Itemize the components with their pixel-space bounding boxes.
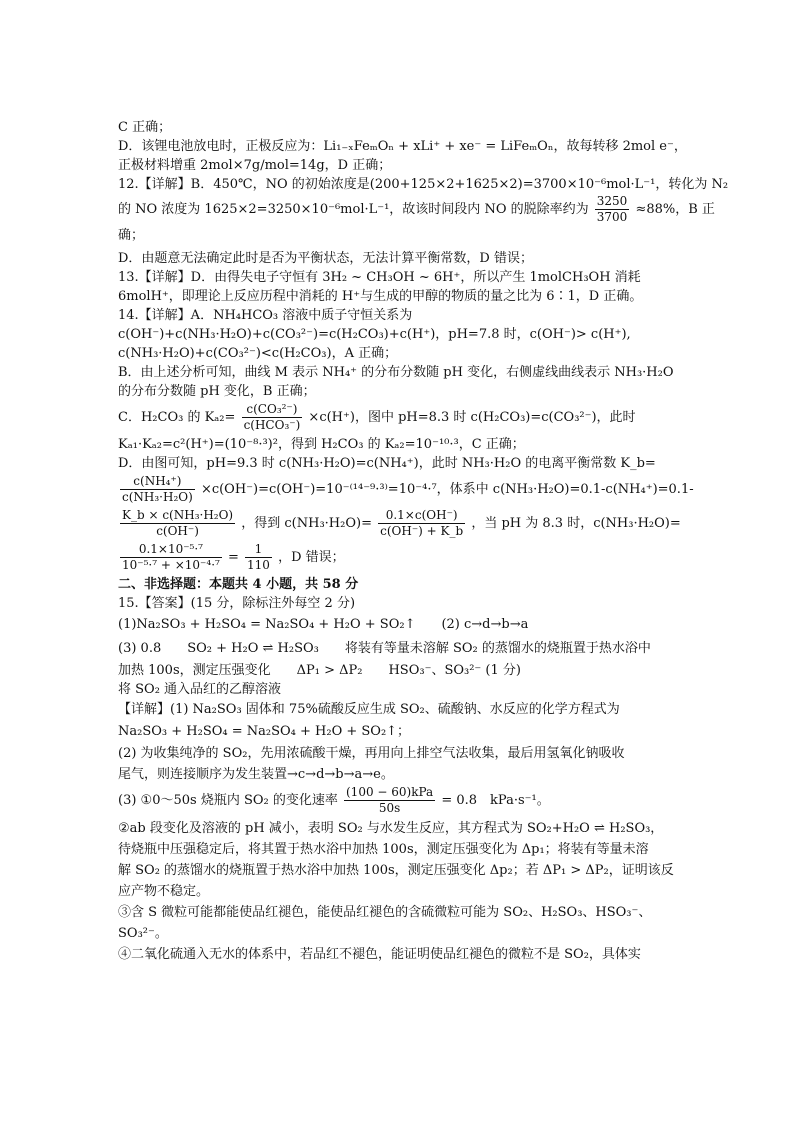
- fraction-kb-expression: [120, 508, 235, 539]
- text: ，当 pH 为 8.3 时，c(NH₃·H₂O)=: [471, 516, 681, 531]
- text-line: 12.【详解】B．450℃，NO 的初始浓度是(200+125×2+1625×2)=3700×10⁻⁶mol·L⁻¹，转化为 N₂: [118, 177, 729, 192]
- text-line: 待烧瓶中压强稳定后，将其置于热水浴中加热 100s，测定压强变化为 Δp₁；将装有等量未溶: [118, 842, 649, 857]
- fraction-result: [245, 542, 272, 573]
- text: ×c(OH⁻)=c(OH⁻)=10⁻⁽¹⁴⁻⁹·³⁾=10⁻⁴·⁷，体系中 c(NH₃·H₂O)=0.1-c(NH₄⁺)=0.1-: [200, 482, 694, 497]
- fraction-denominator: 3700: [596, 210, 628, 224]
- text-line-with-fraction: [118, 194, 715, 226]
- text-line: D．由题意无法确定此时是否为平衡状态，无法计算平衡常数，D 错误；: [118, 251, 533, 266]
- text: (3) ①0～50s 烧瓶内 SO₂ 的变化速率: [118, 793, 338, 808]
- fraction-numerator: K_b × c(NH₃·H₂O): [122, 508, 234, 522]
- text: ，D 错误；: [278, 550, 345, 565]
- fraction-numerator: 0.1×c(OH⁻): [378, 508, 465, 524]
- text-line-with-fraction: [118, 473, 694, 507]
- document-page: [118, 118, 729, 965]
- fraction-nh3-conc: [378, 508, 465, 539]
- fraction-numerator: 1: [245, 542, 272, 558]
- text-line: 的分布分数随 pH 变化，B 正确；: [118, 384, 316, 399]
- text-line: B．由上述分析可知，曲线 M 表示 NH₄⁺ 的分布分数随 pH 变化，右侧虚线曲线表示 NH₃·H₂O: [118, 365, 674, 380]
- text: = 0.8 kPa·s⁻¹。: [441, 793, 550, 808]
- text-line: 将 SO₂ 通入品红的乙醇溶液: [118, 682, 282, 697]
- text-line: C 正确；: [118, 120, 172, 135]
- text-line: 6molH⁺，即理论上反应历程中消耗的 H⁺与生成的甲醇的物质的量之比为 6∶1，D 正确。: [118, 289, 643, 304]
- text-line-with-fraction: [118, 541, 678, 575]
- fraction-no-removal: [595, 194, 630, 225]
- text-line: 确；: [118, 228, 145, 243]
- text-line: 应产物不稳定。: [118, 884, 210, 899]
- text-line: D．该锂电池放电时，正极反应为：Li₁₋ₓFeₘOₙ + xLi⁺ + xe⁻ = LiFeₘOₙ，故每转移 2mol e⁻，: [118, 139, 687, 154]
- text-line: 13.【详解】D．由得失电子守恒有 3H₂ ~ CH₃OH ~ 6H⁺，所以产生 1molCH₃OH 消耗: [118, 270, 641, 285]
- fraction-numerator: 3250: [596, 194, 628, 208]
- fraction-rate: [344, 785, 435, 816]
- fraction-numeric: [120, 542, 222, 573]
- text: ×c(H⁺)，图中 pH=8.3 时 c(H₂CO₃)=c(CO₃²⁻)，此时: [308, 410, 636, 425]
- text-line: 【详解】(1) Na₂SO₃ 固体和 75%硫酸反应生成 SO₂、硫酸钠、水反应的化学方程式为: [118, 702, 620, 717]
- fraction-denominator: 50s: [378, 801, 401, 815]
- text: ≈88%，B 正: [635, 202, 715, 217]
- fraction-denominator: c(NH₃·H₂O): [122, 490, 193, 504]
- fraction-denominator: 110: [247, 558, 270, 572]
- text-line-with-fraction: [118, 401, 678, 435]
- fraction-denominator: 10⁻⁵·⁷ + ×10⁻⁴·⁷: [122, 558, 220, 572]
- text-line: 加热 100s，测定压强变化 ΔP₁ > ΔP₂ HSO₃⁻、SO₃²⁻ (1 分): [118, 663, 521, 678]
- fraction-denominator: c(OH⁻): [156, 524, 199, 538]
- text-line: Kₐ₁·Kₐ₂=c²(H⁺)=(10⁻⁸·³)²，得到 H₂CO₃ 的 Kₐ₂=10⁻¹⁰·³，C 正确；: [118, 437, 525, 452]
- text-line: Na₂SO₃ + H₂SO₄ = Na₂SO₄ + H₂O + SO₂↑；: [118, 724, 411, 739]
- text-line: (2) 为收集纯净的 SO₂，先用浓硫酸干燥，再用向上排空气法收集，最后用氢氧化钠吸收: [118, 746, 625, 761]
- text-line: D．由图可知，pH=9.3 时 c(NH₃·H₂O)=c(NH₄⁺)，此时 NH₃·H₂O 的电离平衡常数 K_b=: [118, 456, 656, 471]
- text-line: (1)Na₂SO₃ + H₂SO₄ = Na₂SO₄ + H₂O + SO₂↑ (2) c→d→b→a: [118, 617, 529, 632]
- text-line: c(NH₃·H₂O)+c(CO₃²⁻)<c(H₂CO₃)，A 正确；: [118, 346, 398, 361]
- text-line: ③含 S 微粒可能都能使品红褪色，能使品红褪色的含硫微粒可能为 SO₂、H₂SO₃、HSO₃⁻、: [118, 905, 652, 920]
- section-heading: 二、非选择题：本题共 4 小题，共 58 分: [118, 577, 359, 592]
- fraction-ka2: [242, 402, 303, 433]
- text-line: 尾气，则连接顺序为发生装置→c→d→b→a→e。: [118, 767, 394, 782]
- text: 的 NO 浓度为 1625×2=3250×10⁻⁶mol·L⁻¹，故该时间段内 NO 的脱除率约为: [118, 202, 589, 217]
- text-line: 解 SO₂ 的蒸馏水的烧瓶置于热水浴中加热 100s，测定压强变化 Δp₂；若 ΔP₁ > ΔP₂，证明该反: [118, 863, 674, 878]
- text-line: 正极材料增重 2mol×7g/mol=14g，D 正确；: [118, 158, 392, 173]
- fraction-numerator: (100 − 60)kPa: [346, 785, 434, 799]
- text-line: 14.【详解】A．NH₄HCO₃ 溶液中质子守恒关系为: [118, 308, 413, 323]
- fraction-numerator: c(NH₄⁺): [120, 474, 195, 490]
- text-line-with-fraction: [118, 784, 678, 818]
- text: =: [227, 550, 239, 565]
- text-line: c(OH⁻)+c(NH₃·H₂O)+c(CO₃²⁻)=c(H₂CO₃)+c(H⁺)，pH=7.8 时，c(OH⁻)> c(H⁺),: [118, 327, 631, 342]
- text-line: 15.【答案】(15 分，除标注外每空 2 分): [118, 596, 356, 611]
- text-line: SO₃²⁻。: [118, 926, 168, 941]
- text: ，得到 c(NH₃·H₂O)=: [241, 516, 372, 531]
- fraction-denominator: c(OH⁻) + K_b: [380, 524, 464, 538]
- text-line: ④二氧化硫通入无水的体系中，若品红不褪色，能证明使品红褪色的微粒不是 SO₂，具体实: [118, 947, 641, 962]
- text: C．H₂CO₃ 的 Kₐ₂=: [118, 410, 236, 425]
- fraction-kb: [120, 474, 195, 505]
- fraction-denominator: c(HCO₃⁻): [243, 418, 301, 432]
- fraction-numerator: c(CO₃²⁻): [242, 402, 303, 418]
- text-line: ②ab 段变化及溶液的 pH 减小，表明 SO₂ 与水发生反应，其方程式为 SO₂+H₂O ⇌ H₂SO₃，: [118, 821, 664, 836]
- text-line-with-fraction: [118, 507, 681, 541]
- text-line: (3) 0.8 SO₂ + H₂O ⇌ H₂SO₃ 将装有等量未溶解 SO₂ 的蒸馏水的烧瓶置于热水浴中: [118, 641, 651, 656]
- fraction-numerator: 0.1×10⁻⁵·⁷: [120, 542, 222, 558]
